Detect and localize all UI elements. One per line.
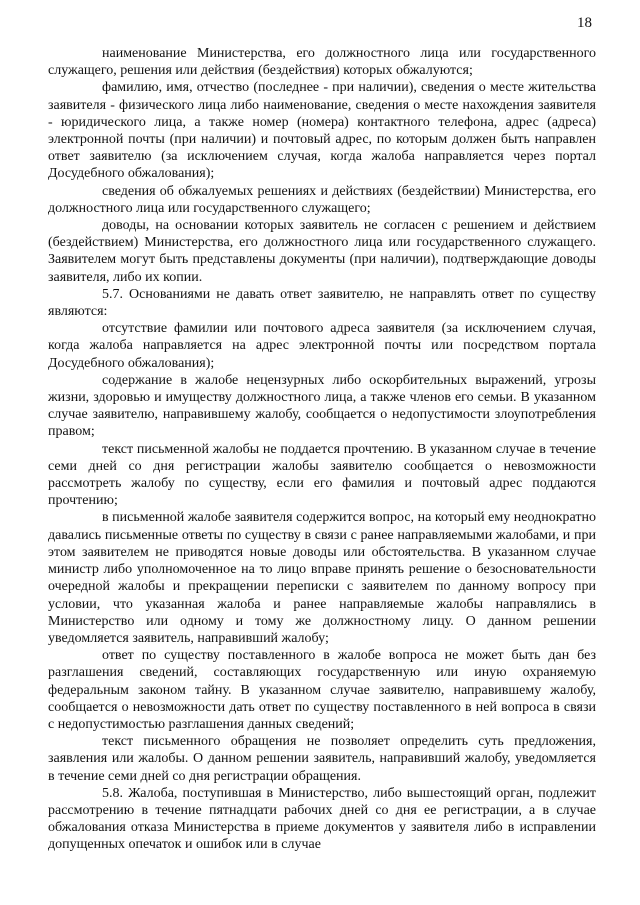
paragraph-arguments: доводы, на основании которых заявитель не согласен с решением и действием (бездействием) Министерства, его должностного лица или государственного служащего. Заявителем могут быть представлены документы (при наличии), подтверждающие доводы заявителя, либо их копии. xyxy=(48,218,596,285)
paragraph-section-5-7: 5.7. Основаниями не давать ответ заявителю, не направлять ответ по существу являются: xyxy=(48,286,596,320)
paragraph-repeated-question: в письменной жалобе заявителя содержится вопрос, на который ему неоднократно давались письменные ответы по существу в связи с ранее направляемыми жалобами, и при этом заявителем не приводятся новые доводы или обстоятельства. В указанном случае министр либо уполномоченное на то лицо вправе принять решение о безосновательности очередной жалобы и прекращении переписки с заявителем по данному вопросу при условии, что указанная жалоба и ранее направляемые жалобы направлялись в Министерство или одному и тому же должностному лицу. О данном решении уведомляется заявитель, направивший жалобу; xyxy=(48,510,596,646)
page-number: 18 xyxy=(577,15,592,31)
paragraph-section-5-8: 5.8. Жалоба, поступившая в Министерство, либо вышестоящий орган, подлежит рассмотрению в течение пятнадцати рабочих дней со дня ее регистрации, а в случае обжалования отказа Министерства в приеме документов у заявителя либо в исправлении допущенных опечаток и ошибок или в случае xyxy=(48,785,596,853)
paragraph-appeal-subject: наименование Министерства, его должностного лица или государственного служащего, решения или действия (бездействия) которых обжалуются; xyxy=(48,46,596,79)
paragraph-unclear-essence: текст письменного обращения не позволяет определить суть предложения, заявления или жалобы. О данном решении заявитель, направивший жалобу, уведомляется в течение семи дней со дня регистрации обращения. xyxy=(48,734,596,784)
paragraph-applicant-details: фамилию, имя, отчество (последнее - при наличии), сведения о месте жительства заявителя - физического лица либо наименование, сведения о месте нахождения заявителя - юридического лица, а также номер (номера) контактного телефона, адрес (адреса) электронной почты (при наличии) и почтовый адрес, по которым должен быть направлен ответ заявителю (за исключением случая, когда жалоба направляется через портал Досудебного обжалования); xyxy=(48,80,596,182)
paragraph-missing-name: отсутствие фамилии или почтового адреса заявителя (за исключением случая, когда жалоба направляется на адрес электронной почты или посредством портала Досудебного обжалования); xyxy=(48,321,596,371)
document-body xyxy=(48,45,596,854)
paragraph-appealed-decisions: сведения об обжалуемых решениях и действиях (бездействии) Министерства, его должностного лица или государственного служащего; xyxy=(48,183,596,216)
paragraph-obscene-content: содержание в жалобе нецензурных либо оскорбительных выражений, угрозы жизни, здоровью и имуществу должностного лица, а также членов его семьи. В указанном случае заявителю, направившему жалобу, сообщается о недопустимости злоупотребления правом; xyxy=(48,372,596,440)
paragraph-unreadable-text: текст письменной жалобы не поддается прочтению. В указанном случае в течение семи дней со дня регистрации жалобы заявителю сообщается о невозможности рассмотреть жалобу по существу, если его фамилия и почтовый адрес поддаются прочтению; xyxy=(48,441,596,509)
paragraph-state-secret: ответ по существу поставленного в жалобе вопроса не может быть дан без разглашения сведений, составляющих государственную или иную охраняемую федеральным законом тайну. В указанном случае заявителю, направившему жалобу, сообщается о невозможности дать ответ по существу поставленного в ней вопроса в связи с недопустимостью разглашения данных сведений; xyxy=(48,648,596,732)
